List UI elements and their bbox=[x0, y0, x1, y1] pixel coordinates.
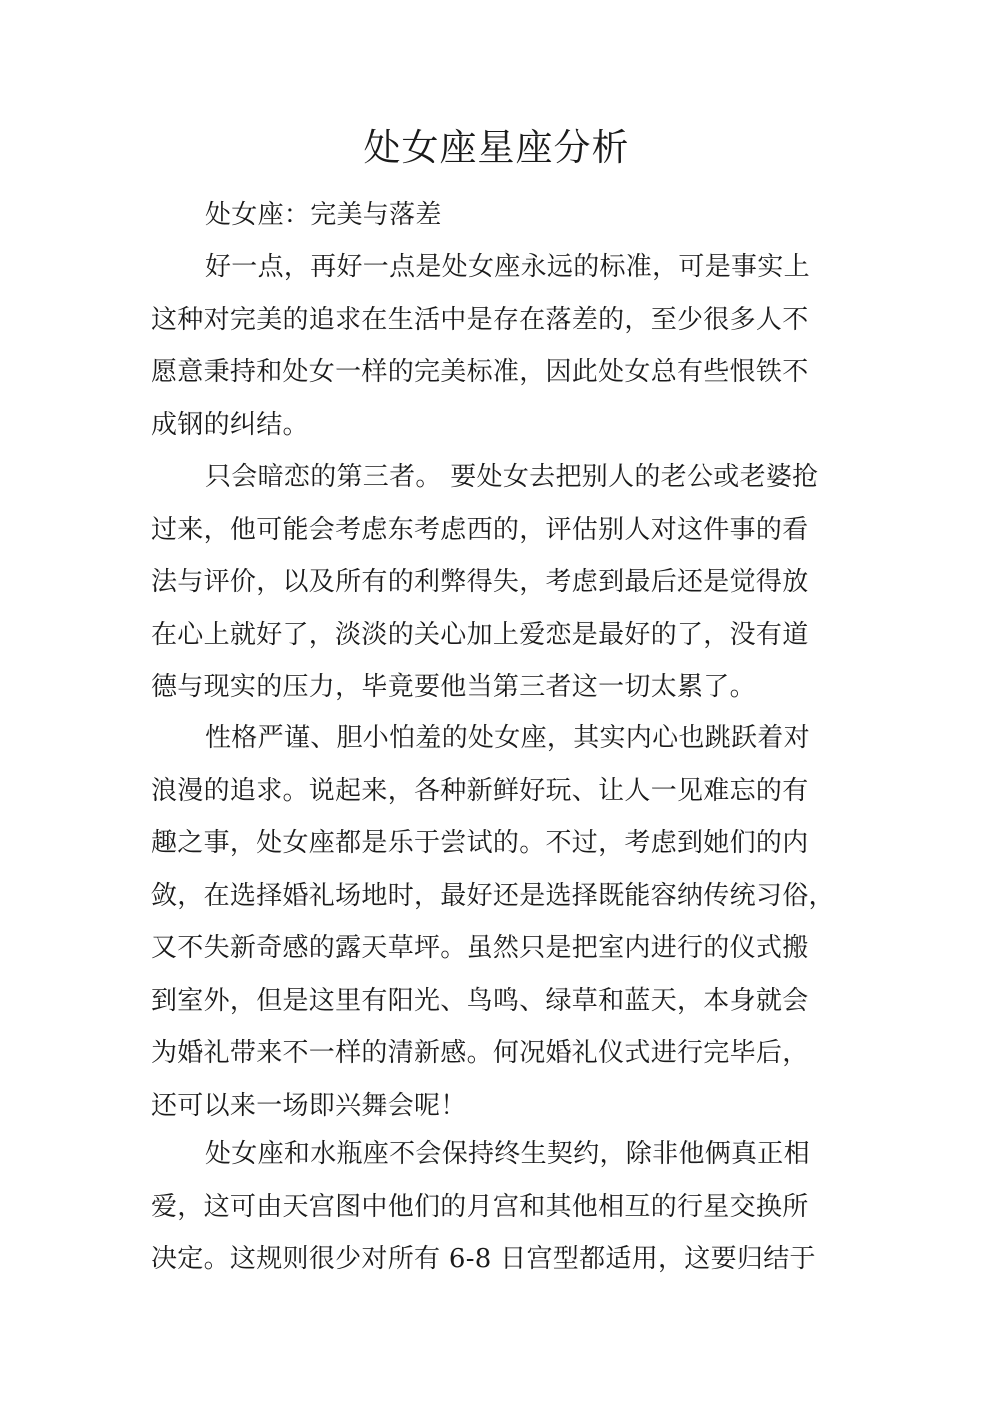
page-title: 处女座星座分析 bbox=[363, 126, 630, 169]
text-line: 在心上就好了，淡淡的关心加上爱恋是最好的了，没有道 bbox=[151, 619, 809, 650]
text-line: 决定。这规则很少对所有 6-8 日宫型都适用，这要归结于 bbox=[151, 1244, 816, 1274]
text-line: 浪漫的追求。说起来，各种新鲜好玩、让人一见难忘的有 bbox=[151, 775, 809, 806]
paragraph-perfection bbox=[151, 241, 851, 451]
paragraph-third-party bbox=[151, 451, 851, 714]
paragraph-subtitle bbox=[151, 189, 851, 242]
text-line: 过来，他可能会考虑东考虑西的，评估别人对这件事的看 bbox=[151, 514, 809, 545]
text-line: 又不失新奇感的露天草坪。虽然只是把室内进行的仪式搬 bbox=[151, 933, 809, 963]
text-line: 趣之事，处女座都是乐于尝试的。不过，考虑到她们的内 bbox=[151, 828, 809, 858]
text-line: 为婚礼带来不一样的清新感。何况婚礼仪式进行完毕后， bbox=[151, 1038, 809, 1068]
text-line: 性格严谨、胆小怕羞的处女座，其实内心也跳跃着对 bbox=[205, 723, 810, 753]
text-line: 只会暗恋的第三者。 要处女去把别人的老公或老婆抢 bbox=[205, 462, 819, 492]
text-line: 处女座和水瓶座不会保持终生契约，除非他俩真正相 bbox=[205, 1139, 810, 1169]
text-line: 这种对完美的追求在生活中是存在落差的，至少很多人不 bbox=[151, 304, 809, 335]
text-line: 好一点，再好一点是处女座永远的标准，可是事实上 bbox=[205, 252, 810, 282]
text-line: 愿意秉持和处女一样的完美标准，因此处女总有些恨铁不 bbox=[151, 357, 809, 387]
text-line: 成钢的纠结。 bbox=[151, 409, 309, 440]
paragraph-wedding bbox=[151, 712, 851, 1132]
text-line: 法与评价，以及所有的利弊得失，考虑到最后还是觉得放 bbox=[151, 567, 809, 597]
text-line: 到室外，但是这里有阳光、鸟鸣、绿草和蓝天，本身就会 bbox=[151, 985, 809, 1016]
text-line: 敛，在选择婚礼场地时，最好还是选择既能容纳传统习俗， bbox=[151, 880, 835, 911]
text-line: 还可以来一场即兴舞会呢！ bbox=[151, 1090, 467, 1121]
text-line: 处女座：完美与落差 bbox=[205, 200, 442, 230]
paragraph-aquarius bbox=[151, 1128, 851, 1286]
text-line: 德与现实的压力，毕竟要他当第三者这一切太累了。 bbox=[151, 672, 756, 702]
text-line: 爱，这可由天宫图中他们的月宫和其他相互的行星交换所 bbox=[151, 1191, 809, 1222]
